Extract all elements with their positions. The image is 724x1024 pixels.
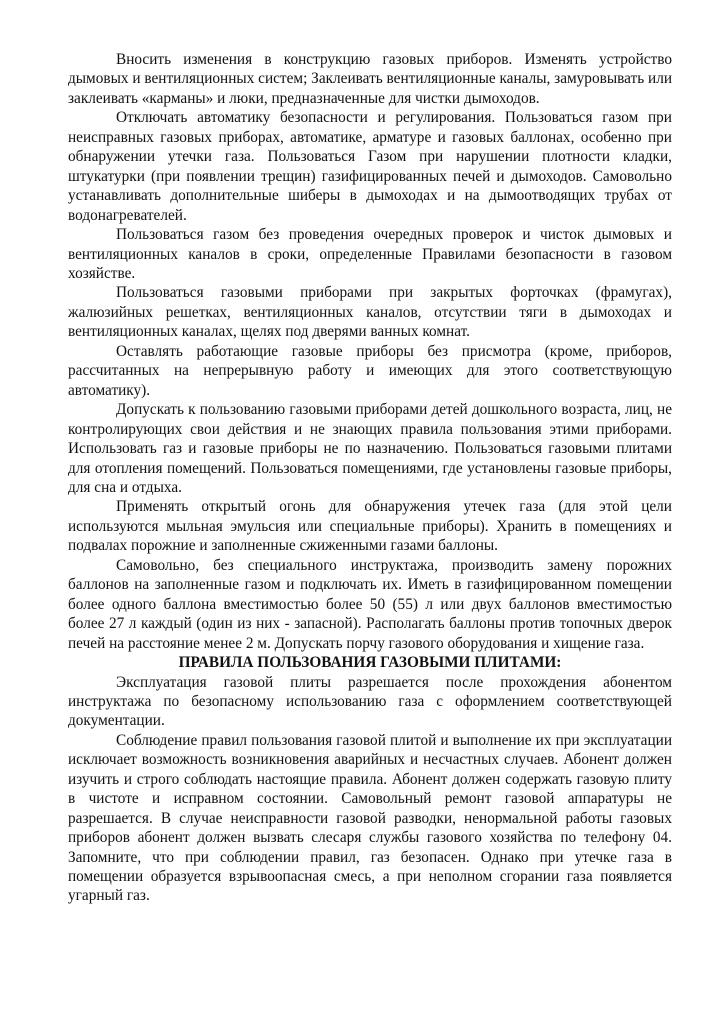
paragraph-open-fire: Применять открытый огонь для обнаружения утечек газа (для этой цели используются мыльная эмульсия или специальные приборы). Хранить в помещениях и подвалах порожние и заполненные сжиженными газами баллоны. [68,498,672,555]
paragraph-compliance: Соблюдение правил пользования газовой плитой и выполнение их при эксплуатации исключает возможность возникновения аварийных и несчастных случаев. Абонент должен изучить и строго соблюдать настоящие правила. Абонент должен содержать газовую плиту в чистоте и исправном состоянии. Самовольный ремонт газовой аппаратуры не разрешается. В случае неисправности газовой разводки, ненормальной работы газовых приборов абонент должен вызвать слесаря службы газового хозяйства по телефону 04. Запомните, что при соблюдении правил, газ безопасен. Однако при утечке газа в помещении образуется взрывоопасная смесь, а при неполном сгорании газа появляется угарный газ. [68,731,672,905]
paragraph-cylinders: Самовольно, без специального инструктажа, производить замену порожних баллонов на заполненные газом и подключать их. Иметь в газифицированном помещении более одного баллона вместимостью более 50 (55) л или двух баллонов вместимостью более 27 л каждый (один из них - запасной). Располагать баллоны против топочных дверок печей на расстояние менее 2 м. Допускать порчу газового оборудования и хищение газа. [68,556,672,652]
paragraph-ventilation: Пользоваться газовыми приборами при закрытых форточках (фрамугах), жалюзийных решетках, вентиляционных каналов, отсутствии тяги в дымоходах и вентиляционных каналах, щелях под дверями ванных комнат. [68,284,672,341]
paragraph-inspections: Пользоваться газом без проведения очередных проверок и чисток дымовых и вентиляционных каналов в сроки, определенные Правилами безопасности в газовом хозяйстве. [68,226,672,282]
paragraph-children: Допускать к пользованию газовыми приборами детей дошкольного возраста, лиц, не контролирующих свои действия и не знающих правила пользования этими приборами. Использовать газ и газовые приборы не по назначению. Пользоваться газовыми плитами для отопления помещений. Пользоваться помещениями, где установлены газовые приборы, для сна и отдыха. [68,401,672,496]
paragraph-unattended: Оставлять работающие газовые приборы без присмотра (кроме, приборов, рассчитанных на непрерывную работу и имеющих для этого соответствующую автоматику). [68,342,672,399]
document-page [68,50,672,906]
section-heading: ПРАВИЛА ПОЛЬЗОВАНИЯ ГАЗОВЫМИ ПЛИТАМИ: [178,654,562,672]
paragraph-automation-faults: Отключать автоматику безопасности и регулирования. Пользоваться газом при неисправных газовых приборах, автоматике, арматуре и газовых баллонах, особенно при обнаружении утечки газа. Пользоваться Газом при нарушении плотности кладки, штукатурки (при появлении трещин) газифицированных печей и дымоходов. Самовольно устанавливать дополнительные шиберы в дымоходах и на дымоотводящих трубах от водонагревателей. [68,109,672,224]
paragraph-operation-permit: Эксплуатация газовой плиты разрешается после прохождения абонентом инструктажа по безопасному использованию газа с оформлением соответствующей документации. [68,673,672,730]
paragraph-design-changes: Вносить изменения в конструкцию газовых приборов. Изменять устройство дымовых и вентиляционных систем; Заклеивать вентиляционные каналы, замуровывать или заклеивать «карманы» и люки, предназначенные для чистки дымоходов. [68,51,673,107]
